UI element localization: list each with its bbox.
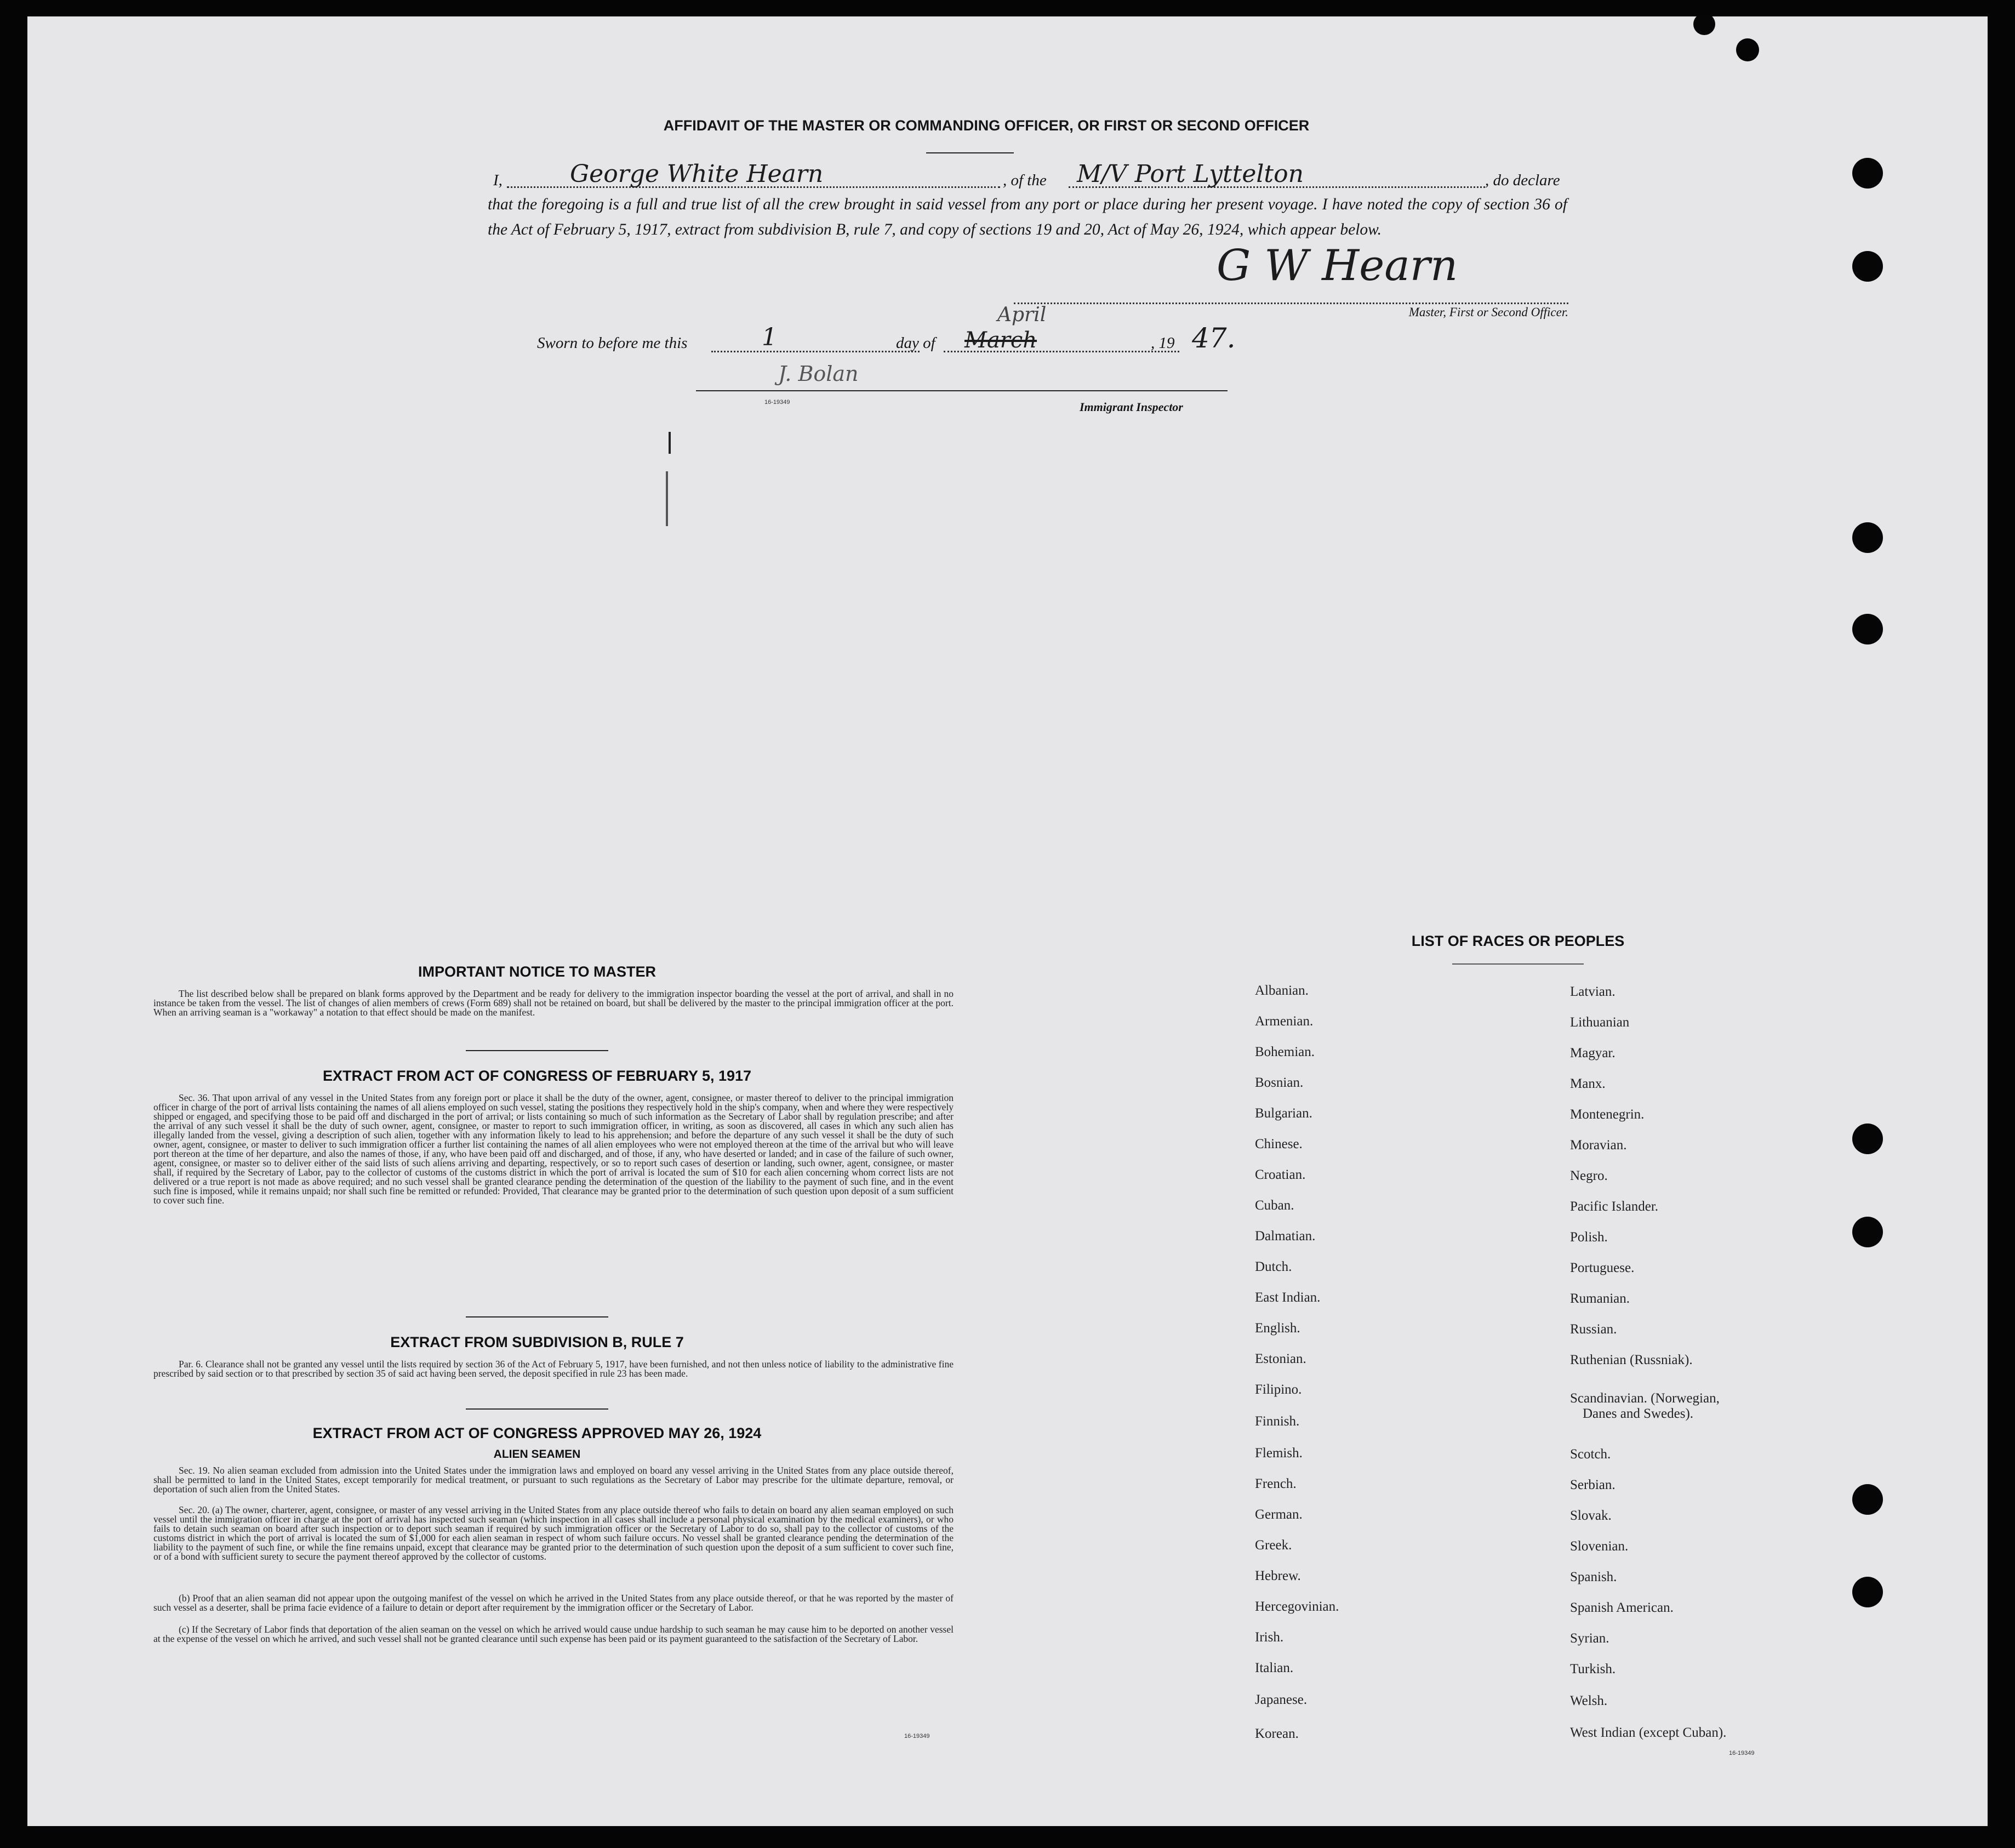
race-left: Irish. <box>1255 1630 1284 1645</box>
race-left: Cuban. <box>1255 1198 1294 1213</box>
races-title: LIST OF RACES OR PEOPLES <box>1411 933 1625 949</box>
affidavit-title: AFFIDAVIT OF THE MASTER OR COMMANDING OFFICER, OR FIRST OR SECOND OFFICER <box>663 117 1310 134</box>
race-left: East Indian. <box>1255 1290 1321 1305</box>
race-left: Dutch. <box>1255 1259 1292 1274</box>
race-left: German. <box>1255 1507 1303 1522</box>
signature-line <box>1014 303 1568 304</box>
race-right: Danes and Swedes). <box>1583 1406 1694 1421</box>
vessel-name: M/V Port Lyttelton <box>1077 160 1304 188</box>
inspector-caption: Immigrant Inspector <box>1080 400 1183 414</box>
inspector-signature: J. Bolan <box>778 362 859 386</box>
punch-hole <box>1852 1484 1883 1515</box>
punch-hole <box>1852 1577 1883 1607</box>
race-left: Hebrew. <box>1255 1568 1301 1583</box>
document-page <box>27 16 1988 1826</box>
race-right: Spanish. <box>1570 1570 1617 1584</box>
day-of-label: day of <box>896 334 935 352</box>
race-right: Russian. <box>1570 1322 1617 1337</box>
extract-1924-title: EXTRACT FROM ACT OF CONGRESS APPROVED MAY 26, 1924 <box>312 1425 762 1441</box>
race-right: Montenegrin. <box>1570 1107 1645 1122</box>
punch-hole <box>1852 251 1883 282</box>
race-left: Bulgarian. <box>1255 1106 1312 1121</box>
race-right: Portuguese. <box>1570 1260 1635 1275</box>
race-left: Bohemian. <box>1255 1045 1315 1059</box>
race-right: Polish. <box>1570 1230 1608 1245</box>
race-left: Bosnian. <box>1255 1075 1304 1090</box>
margin-mark <box>669 432 671 454</box>
race-left: Hercegovinian. <box>1255 1599 1339 1614</box>
race-left: Armenian. <box>1255 1014 1314 1029</box>
race-left: Italian. <box>1255 1661 1294 1675</box>
race-right: Lithuanian <box>1570 1015 1630 1030</box>
race-right: Scandinavian. (Norwegian, <box>1570 1391 1720 1406</box>
extract-1917-text: Sec. 36. That upon arrival of any vessel in the United States from any foreign port or place it shall be the duty of the owner, agent, consignee, or master thereof to deliver to the principal immigration officer in charge of the port of arrival lists containing the names of all aliens employed on such vessel, stating the positions they respectively hold in the ship's company, when and where they were respectively shipped or engaged, and specifying those to be paid off and discharged in the port of arrival; or lists containing so much of such information as the Secretary of Labor shall by regulation prescribe; and after the arrival of any such vessel it shall be the duty of such owner, agent, consignee, or master to report to such immigration officer, in writing, as soon as discovered, all cases in which any such alien has illegally landed from the vessel, giving a description of such alien, together with any information likely to lead to his apprehension; and before the departure of any such vessel it shall be the duty of such owner, agent, consignee, or master to deliver to such immigration officer a further list containing the names of all alien employees who were not employed thereon at the time of the arrival but who will leave port thereon at the time of her departure, and also the names of those, if any, who have been paid off and discharged, and of those, if any, who have deserted or landed; and in case of the failure of such owner, agent, consignee, or master so to deliver either of the said lists of such aliens arriving and departing, respectively, or so to report such cases of desertion or landing, such owner, agent, consignee, or master shall, if required by the Secretary of Labor, pay to the collector of customs of the customs district in which the port of arrival is located the sum of $10 for each alien concerning whom correct lists are not delivered or a true report is not made as above required; and no such vessel shall be granted clearance pending the determination of the question of the liability to the payment of such fine, and in the event such fine is imposed, while it remains unpaid; nor shall such fine be remitted or refunded: Provided, That clearance may be granted prior to the determination of such question upon deposit of a sum sufficient to cover such fine. <box>153 1092 954 1206</box>
race-left: Filipino. <box>1255 1382 1302 1397</box>
race-right: Turkish. <box>1570 1662 1616 1676</box>
form-number: 16-19349 <box>1729 1750 1755 1756</box>
race-right: Slovenian. <box>1570 1539 1629 1554</box>
month-correction: April <box>997 304 1047 326</box>
year-prefix: , 19 <box>1151 334 1175 352</box>
master-name: George White Hearn <box>570 160 824 188</box>
affidavit-body: that the foregoing is a full and true list of all the crew brought in said vessel from any port or place during her present voyage. I have noted the copy of section 36 of the Act of February 5, 1917, extract from subdivision B, rule 7, and copy of sections 19 and 20, Act of May 26, 1924, which appear below. <box>488 196 1567 238</box>
sworn-label: Sworn to before me this <box>537 334 688 352</box>
race-left: Greek. <box>1255 1538 1292 1553</box>
margin-mark <box>666 471 668 526</box>
sec19-text: Sec. 19. No alien seaman excluded from admission into the United States under the immigration laws and employed on board any vessel arriving in the United States from any place outside thereof, shall be permitted to land in the United States, except temporarily for medical treatment, or pursuant to such regulations as the Secretary of Labor may prescribe for the ultimate departure, removal, or deportation of such alien from the United States. <box>153 1465 954 1495</box>
divider <box>926 152 1014 153</box>
inspector-line <box>696 390 1228 391</box>
year-value: 47. <box>1192 322 1236 354</box>
race-left: Finnish. <box>1255 1414 1300 1429</box>
race-right: Magyar. <box>1570 1046 1616 1060</box>
notice-title: IMPORTANT NOTICE TO MASTER <box>418 963 656 980</box>
race-right: Serbian. <box>1570 1478 1616 1492</box>
race-left: Albanian. <box>1255 983 1309 998</box>
race-left: Chinese. <box>1255 1137 1303 1151</box>
sec20c-text: (c) If the Secretary of Labor finds that deportation of the alien seaman on the vessel on which he arrived would cause undue hardship to such seaman he may cause him to be deported on another vessel at the expense of the vessel on which he arrived, and such vessel shall not be granted clearance until such expense has been paid or its payment guaranteed to the satisfaction of the Secretary of Labor. <box>153 1624 954 1644</box>
rule7-title: EXTRACT FROM SUBDIVISION B, RULE 7 <box>390 1334 684 1350</box>
extract-1917-title: EXTRACT FROM ACT OF CONGRESS OF FEBRUARY 5, 1917 <box>322 1068 752 1084</box>
form-number: 16-19349 <box>904 1733 930 1739</box>
race-right: Slovak. <box>1570 1508 1612 1523</box>
punch-hole <box>1852 614 1883 644</box>
form-number: 16-19349 <box>764 399 790 406</box>
month-struck: March <box>964 328 1037 353</box>
race-right: Manx. <box>1570 1076 1606 1091</box>
race-left: French. <box>1255 1476 1297 1491</box>
sec20b-text: (b) Proof that an alien seaman did not appear upon the outgoing manifest of the vessel on which he arrived in the United States from any place outside thereof, or that he was reported by the master of such vessel as a deserter, shall be prima facie evidence of a failure to detain or deport after requirement by the immigration officer or the Secretary of Labor. <box>153 1593 954 1613</box>
race-right: Scotch. <box>1570 1447 1611 1462</box>
race-right: West Indian (except Cuban). <box>1570 1725 1727 1740</box>
race-right: Moravian. <box>1570 1138 1627 1153</box>
race-right: Latvian. <box>1570 984 1616 999</box>
race-left: Croatian. <box>1255 1167 1306 1182</box>
punch-hole <box>1693 16 1715 35</box>
punch-hole <box>1736 38 1759 61</box>
race-right: Syrian. <box>1570 1631 1609 1646</box>
race-left: Estonian. <box>1255 1351 1306 1366</box>
extract-1924-subtitle: ALIEN SEAMEN <box>493 1448 581 1461</box>
punch-hole <box>1852 522 1883 553</box>
do-declare-label: , do declare <box>1485 172 1560 189</box>
divider <box>466 1316 608 1317</box>
rule7-text: Par. 6. Clearance shall not be granted any vessel until the lists required by section 36 of the Act of February 5, 1917, have been furnished, and not then unless notice of liability to the administrative fine prescribed by said section or to that prescribed by section 35 of said act having been served, the deposit specified in rule 23 has been made. <box>153 1359 954 1379</box>
day-line <box>711 351 920 352</box>
race-left: Korean. <box>1255 1726 1299 1741</box>
divider <box>1452 963 1584 965</box>
signature-caption: Master, First or Second Officer. <box>1408 305 1568 319</box>
race-left: Flemish. <box>1255 1446 1303 1461</box>
race-right: Negro. <box>1570 1168 1608 1183</box>
divider <box>466 1050 608 1051</box>
sec20a-text: Sec. 20. (a) The owner, charterer, agent, consignee, or master of any vessel arriving in the United States from any place outside thereof who fails to detain on board any alien seaman employed on such vessel until the immigration officer in charge at the port of arrival has inspected such seaman (which inspection in all cases shall include a personal physical examination by the medical examiners), or who fails to detain such seaman on board after such inspection or to deport such seaman if required by such immigration officer or the Secretary of Labor to do so, shall pay to the collector of customs of the customs district in which the port of arrival is located the sum of $1,000 for each alien seaman in respect of whom such failure occurs. No vessel shall be granted clearance pending the determination of the liability to the payment of such fine, or while the fine remains unpaid, except that clearance may be granted prior to the determination of such question upon the deposit of a sum sufficient to cover such fine, or of a bond with sufficient surety to secure the payment thereof approved by the collector of customs. <box>153 1504 954 1562</box>
race-left: Dalmatian. <box>1255 1229 1316 1244</box>
punch-hole <box>1852 1123 1883 1154</box>
race-right: Welsh. <box>1570 1693 1608 1708</box>
i-label: I, <box>493 172 503 189</box>
punch-hole <box>1852 158 1883 189</box>
of-the-label: , of the <box>1003 172 1047 189</box>
race-right: Spanish American. <box>1570 1600 1674 1615</box>
day-value: 1 <box>762 323 777 351</box>
race-left: Japanese. <box>1255 1692 1308 1707</box>
race-right: Pacific Islander. <box>1570 1199 1659 1214</box>
master-signature: G W Hearn <box>1217 241 1458 290</box>
notice-text: The list described below shall be prepared on blank forms approved by the Department and be ready for delivery to the immigration inspector boarding the vessel at the port of arrival, and shall in no instance be taken from the vessel. The list of changes of alien members of crews (Form 689) shall not be retained on board, but shall be delivered by the master to the principal immigration officer at the port. When an arriving seaman is a "workaway" a notation to that effect should be made on the manifest. <box>153 988 954 1018</box>
punch-hole <box>1852 1217 1883 1247</box>
race-right: Rumanian. <box>1570 1291 1630 1306</box>
race-right: Ruthenian (Russniak). <box>1570 1353 1693 1367</box>
divider <box>466 1408 608 1410</box>
race-left: English. <box>1255 1321 1300 1336</box>
